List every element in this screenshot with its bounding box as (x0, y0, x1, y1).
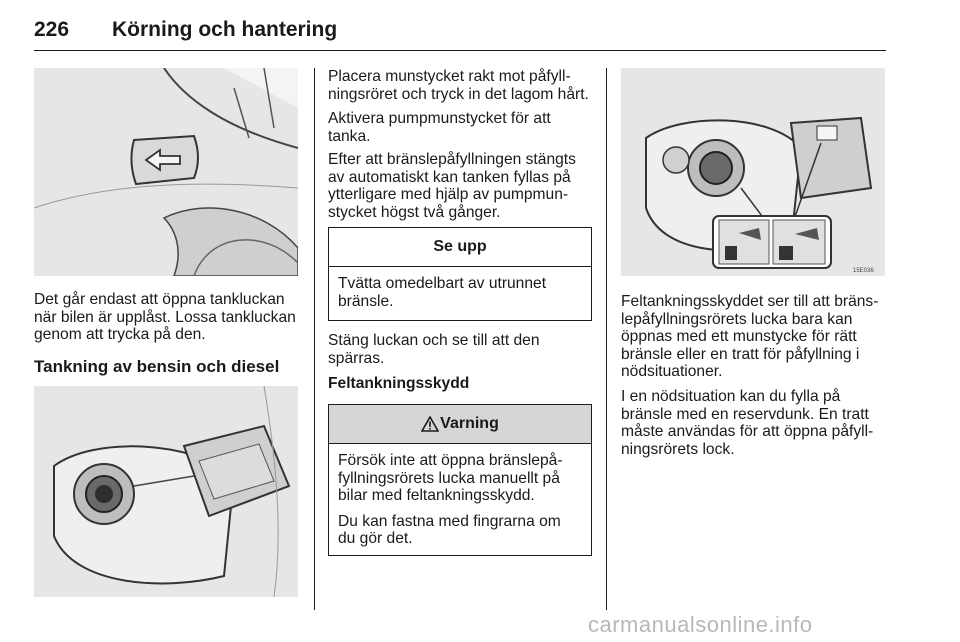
warning-header (329, 405, 591, 444)
warning-triangle-icon (421, 416, 439, 432)
intro-paragraph: Det går endast att öppna tankluckan när bilen är upplåst. Lossa tankluckan genom att trycka på den. (34, 291, 296, 343)
caution-text: Tvätta omedelbart av utrunnet bränsle. (338, 275, 547, 310)
warning-text-1: Försök inte att öppna bränslepå- fyllningsrörets lucka manuellt på bilar med feltankningsskydd. (338, 452, 563, 504)
misfuel-inhibitor-illustration (621, 68, 885, 276)
paragraph-refill: Efter att bränslepåfyllningen stängts av automatiskt kan tanken fyllas på ytterligare med hjälp av pumpmun- stycket högst två gånger. (328, 151, 576, 221)
open-fuel-door-illustration (34, 386, 298, 597)
fuel-door-illustration (34, 68, 298, 276)
warning-box (328, 404, 592, 556)
paragraph-close-door: Stäng luckan och se till att den spärras. (328, 332, 540, 367)
site-watermark: carmanualsonline.info (588, 612, 813, 637)
header-rule (34, 50, 886, 51)
section-heading: Tankning av bensin och diesel (34, 357, 280, 376)
paragraph-inhibitor: Feltankningsskyddet ser till att bräns- lepåfyllningsrörets lucka bara kan öppnas med ett munstycke för rätt bränsle eller en tratt för påfyllning i nödsituationer. (621, 293, 879, 380)
paragraph-activate: Aktivera pumpmunstycket för att tanka. (328, 110, 551, 145)
caution-box (328, 227, 592, 321)
page-title: Körning och hantering (112, 18, 338, 41)
paragraph-emergency: I en nödsituation kan du fylla på bränsle med en reservdunk. En tratt måste användas för att öppna påfyll- ningsrörets lock. (621, 388, 874, 458)
caution-title: Se upp (329, 228, 591, 267)
page-number: 226 (34, 18, 70, 41)
paragraph-nozzle: Placera munstycket rakt mot påfyll- ningsröret och tryck in det lagom hårt. (328, 68, 589, 103)
warning-text-2: Du kan fastna med fingrarna om du gör det. (338, 512, 561, 547)
column-divider-right (606, 68, 607, 610)
column-divider-left (314, 68, 315, 610)
warning-title: Varning (440, 415, 499, 432)
misfuel-heading: Feltankningsskydd (328, 375, 470, 392)
figure-reference-code: 15E036 (853, 268, 874, 274)
